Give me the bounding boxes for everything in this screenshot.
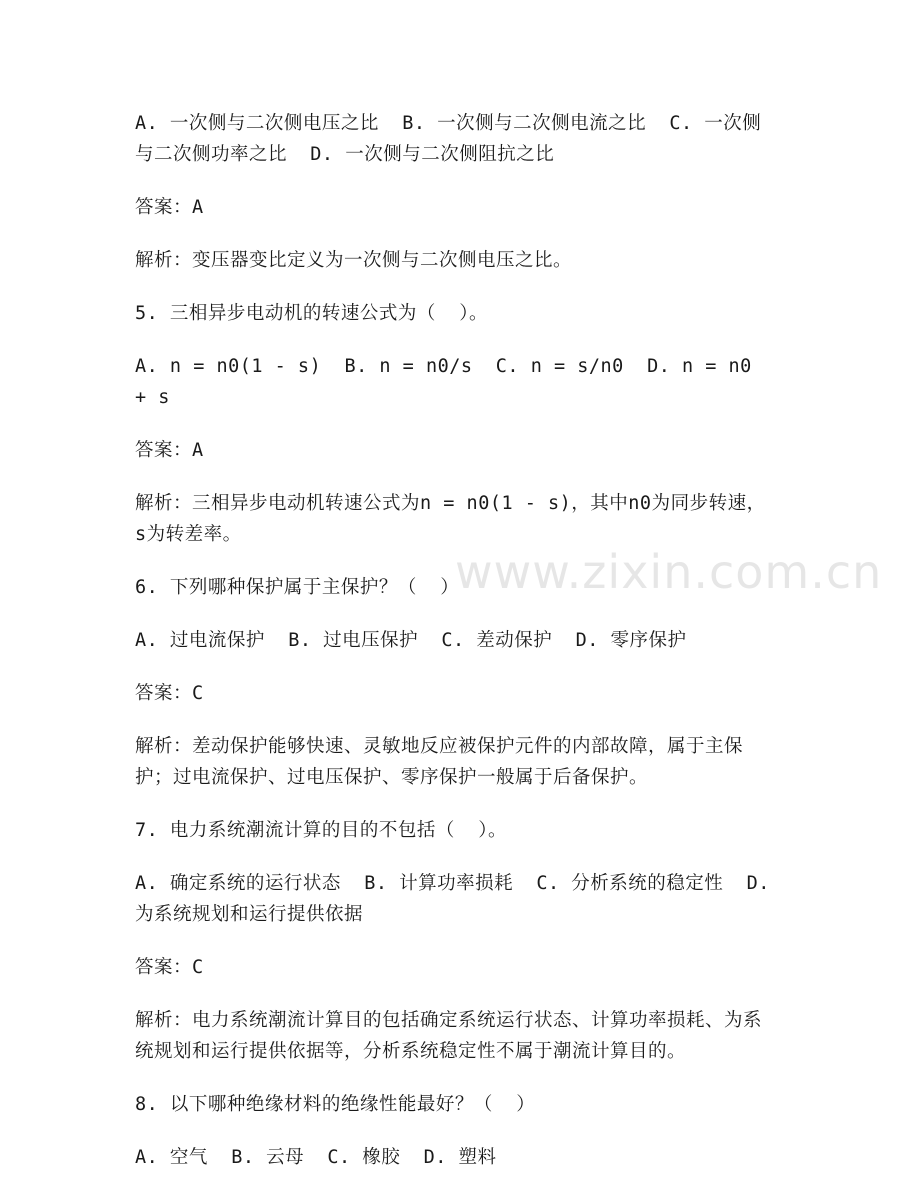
q6-answer: 答案：C bbox=[135, 683, 204, 704]
q6-question: 6. 下列哪种保护属于主保护？（ ） bbox=[135, 577, 460, 598]
q7-options: A. 确定系统的运行状态 B. 计算功率损耗 C. 分析系统的稳定性 D. 为系统规划和运行提供依据 bbox=[135, 873, 782, 925]
q4-answer: 答案：A bbox=[135, 197, 204, 218]
q5-explanation: 解析：三相异步电动机转速公式为n = n0(1 - s)，其中n0为同步转速，s为转差率。 bbox=[135, 493, 766, 545]
q7-answer: 答案：C bbox=[135, 957, 204, 978]
watermark-text: www.zixin.com.cn bbox=[455, 545, 883, 599]
q8-options: A. 空气 B. 云母 C. 橡胶 D. 塑料 bbox=[135, 1147, 497, 1168]
q8-question: 8. 以下哪种绝缘材料的绝缘性能最好？（ ） bbox=[135, 1094, 536, 1115]
q7-explanation: 解析：电力系统潮流计算目的包括确定系统运行状态、计算功率损耗、为系统规划和运行提供依据等，分析系统稳定性不属于潮流计算目的。 bbox=[135, 1010, 763, 1062]
document-body bbox=[135, 108, 782, 1195]
q6-explanation: 解析：差动保护能够快速、灵敏地反应被保护元件的内部故障，属于主保护；过电流保护、过电压保护、零序保护一般属于后备保护。 bbox=[135, 736, 744, 788]
q5-answer: 答案：A bbox=[135, 440, 204, 461]
q4-explanation: 解析：变压器变比定义为一次侧与二次侧电压之比。 bbox=[135, 250, 573, 271]
q5-options: A. n = n0(1 - s) B. n = n0/s C. n = s/n0 D. n = n0 + s bbox=[135, 356, 764, 408]
q7-question: 7. 电力系统潮流计算的目的不包括（ ）。 bbox=[135, 820, 507, 841]
q5-question: 5. 三相异步电动机的转速公式为（ ）。 bbox=[135, 303, 488, 324]
q6-options: A. 过电流保护 B. 过电压保护 C. 差动保护 D. 零序保护 bbox=[135, 630, 687, 651]
q4-options: A. 一次侧与二次侧电压之比 B. 一次侧与二次侧电流之比 C. 一次侧与二次侧功率之比 D. 一次侧与二次侧阻抗之比 bbox=[135, 113, 762, 165]
